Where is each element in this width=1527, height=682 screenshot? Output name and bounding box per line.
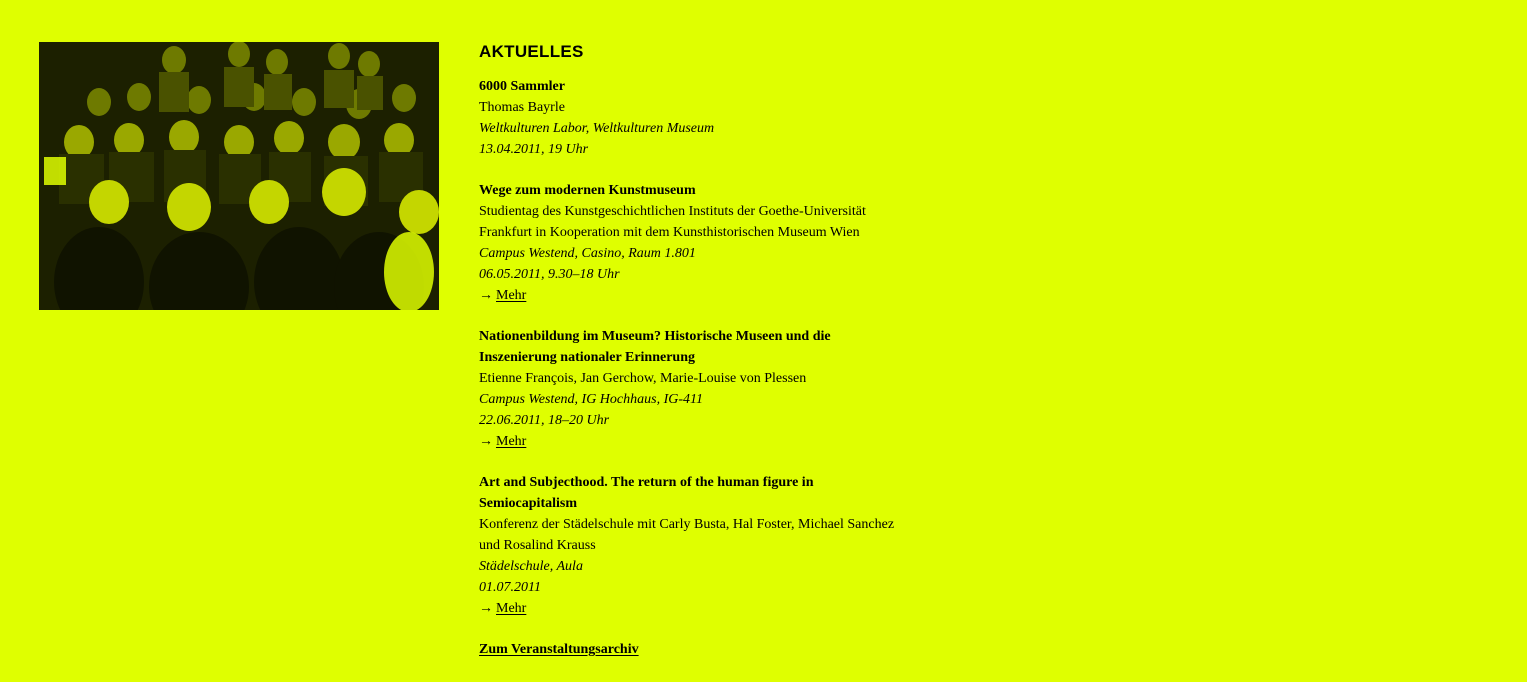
- event-title: Nationenbildung im Museum? Historische Museen und die: [479, 329, 831, 344]
- news-section: [479, 41, 909, 660]
- event-item: [479, 180, 909, 306]
- event-description: Thomas Bayrle: [479, 100, 565, 115]
- event-item: [479, 472, 909, 619]
- more-row: [479, 285, 909, 306]
- event-item: [479, 76, 909, 160]
- event-date: 01.07.2011: [479, 580, 541, 595]
- event-title: Wege zum modernen Kunstmuseum: [479, 183, 696, 198]
- event-description: und Rosalind Krauss: [479, 538, 596, 553]
- event-description: Konferenz der Städelschule mit Carly Busta, Hal Foster, Michael Sanchez: [479, 517, 895, 532]
- event-description: Etienne François, Jan Gerchow, Marie-Louise von Plessen: [479, 371, 807, 386]
- event-item: [479, 326, 909, 452]
- more-link[interactable]: Mehr: [496, 434, 527, 449]
- event-venue: Weltkulturen Labor, Weltkulturen Museum: [479, 121, 715, 136]
- arrow-right-icon: →: [479, 288, 493, 303]
- more-row: [479, 431, 909, 452]
- event-title: Semiocapitalism: [479, 496, 577, 511]
- event-date: 06.05.2011, 9.30–18 Uhr: [479, 267, 620, 282]
- event-date: 22.06.2011, 18–20 Uhr: [479, 413, 610, 428]
- event-title: Inszenierung nationaler Erinnerung: [479, 350, 695, 365]
- event-date: 13.04.2011, 19 Uhr: [479, 142, 589, 157]
- event-venue: Campus Westend, Casino, Raum 1.801: [479, 246, 696, 261]
- more-row: [479, 598, 909, 619]
- arrow-right-icon: →: [479, 434, 493, 449]
- event-description: Studientag des Kunstgeschichtlichen Instituts der Goethe-Universität: [479, 204, 866, 219]
- arrow-right-icon: →: [479, 601, 493, 616]
- event-title: 6000 Sammler: [479, 79, 565, 94]
- event-title: Art and Subjecthood. The return of the human figure in: [479, 475, 814, 490]
- more-link[interactable]: Mehr: [496, 288, 527, 303]
- event-venue: Städelschule, Aula: [479, 559, 583, 574]
- more-link[interactable]: Mehr: [496, 601, 527, 616]
- archive-row: [479, 639, 909, 660]
- section-title: AKTUELLES: [479, 42, 584, 61]
- event-venue: Campus Westend, IG Hochhaus, IG-411: [479, 392, 703, 407]
- audience-photo: [39, 42, 439, 310]
- event-description: Frankfurt in Kooperation mit dem Kunsthistorischen Museum Wien: [479, 225, 860, 240]
- audience-photo-graphic: [39, 42, 439, 310]
- archive-link[interactable]: Zum Veranstaltungsarchiv: [479, 642, 639, 657]
